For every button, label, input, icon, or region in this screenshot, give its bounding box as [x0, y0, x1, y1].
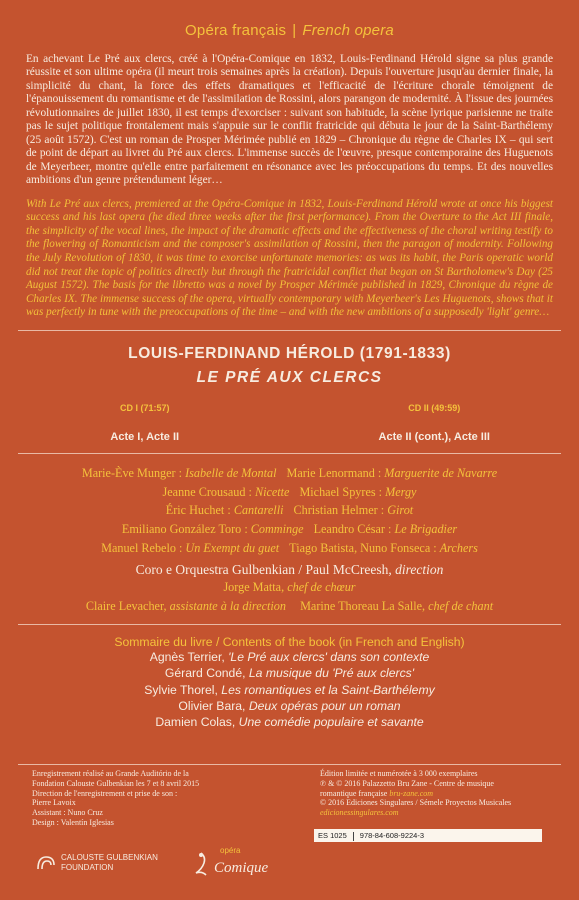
singer: Michael Spyres : — [299, 484, 386, 499]
divider — [18, 453, 561, 454]
singer: Éric Huchet : — [165, 503, 234, 518]
header-en: French opera — [302, 22, 394, 39]
orchestra-line — [0, 562, 579, 578]
singer: Manuel Rebelo : — [101, 541, 186, 556]
orchestra: Coro e Orquestra Gulbenkian — [135, 561, 295, 577]
header — [0, 0, 579, 39]
singer: Marie Lenormand : — [286, 465, 385, 480]
isbn: 978-84-608-9224-3 — [359, 831, 424, 840]
contents-item: Damien Colas, Une comédie populaire et savante — [155, 715, 424, 730]
singer: Tiago Batista, Nuno Fonseca : — [289, 541, 440, 556]
singer: Christian Helmer : — [293, 503, 388, 518]
chorus-master-line — [0, 580, 579, 595]
contents-item: Sylvie Thorel, Les romantiques et la Saint-Barthélemy — [144, 682, 435, 697]
intro-english: With Le Pré aux clercs, premiered at the Opéra-Comique in 1832, Louis-Ferdinand Hérold wrote at once his biggest success and his last opera (he died three weeks after the first performance). From the Overture to the Act III finale, the simplicity of the vocal lines, the impact of the dramatic effects and the effectiveness of the choral writing testify to the flowering of Romanticism and the composer's assimilation of Rossini, then the paragon of modernity. Following the July Revolution of 1830, it was time to exorcise unfortunate memories: as was its habit, the Paris operatic world did not treat the topic of politics directly but through the fratricidal conflict that began on St Bartholomew's Day (25 August 1572). The basis for the libretto was a novel by Prosper Mérimée published in 1829, Chronique du règne de Charles IX. The immense success of the opera, virtually contemporary with Meyerbeer's Les Huguenots, shows that it was perfectly in tune with the preoccupations of the time – and with the new ambitions of a supposedly 'light' genre… — [26, 197, 553, 319]
assistant-role: assistante à la direction — [169, 598, 286, 613]
assistant-role: chef de chant — [428, 598, 494, 613]
gulbenkian-emblem-icon — [35, 854, 57, 872]
opera-comique-emblem-icon — [192, 851, 210, 877]
cast-list — [0, 464, 579, 558]
intro-french: En achevant Le Pré aux clercs, créé à l'Opéra-Comique en 1832, Louis-Ferdinand Hérold signe sa plus grande réussite et son ultime opéra (il meurt trois semaines après la création). Depuis l'ouverture jusqu'au dernier finale, la simplicité du chant, la force des effets dramatiques et l'efficacité de l'écriture chorale témoignent de l'épanouissement du romantisme et de l'assimilation de Rossini, alors parangon de modernité. À l'issue des journées révolutionnaires de juillet 1830, il est temps d'exorciser : suivant son habitude, la scène lyrique parisienne ne traite pas le sujet politique frontalement mais s'appuie sur le conflit fratricide qui débuta le jour de la Saint-Barthélemy (25 août 1572). C'est un roman de Prosper Mérimée publié en 1829 – Chronique du règne de Charles IX – qui sert de point de départ au livret du Pré aux clercs. L'immense succès de l'œuvre, presque contemporaine des Huguenots de Meyerbeer, montre qu'elle entre parfaitement en résonance avec les préoccupations du temps. Et des nouvelles ambitions d'un genre prétendument léger… — [26, 53, 553, 187]
header-separator: | — [292, 22, 297, 39]
divider — [18, 624, 561, 625]
role: Le Brigadier — [394, 522, 458, 537]
opera-comique-logo — [192, 846, 268, 877]
composer: LOUIS-FERDINAND HÉROLD (1791-1833) — [128, 344, 451, 362]
edition-info: Édition limitée et numérotée à 3 000 exemplaires ℗ & © 2016 Palazzetto Bru Zane - Centre de musique romantique française bru-zane.com © 2016 Ediciones Singulares / Sémele Proyectos Musicales edicionessingulares.com — [320, 769, 555, 818]
chorus-master-role: chef de chœur — [287, 579, 356, 594]
singer: Jeanne Crousaud : — [162, 484, 255, 499]
footer — [0, 764, 579, 900]
recording-credits: Enregistrement réalisé au Grande Auditório de la Fondation Calouste Gulbenkian les 7 et 8 avril 2015 Direction de l'enregistrement et prise de son : Pierre Lavoix Assistant : Nuno Cruz Design : Valentín Iglesias — [32, 769, 200, 827]
header-fr: Opéra français — [185, 22, 287, 39]
role: Mergy — [385, 484, 417, 499]
cast-row — [0, 483, 579, 502]
gulbenkian-name: CALOUSTE GULBENKIAN — [61, 853, 158, 862]
contents-heading: Sommaire du livre / Contents of the book (in French and English) — [114, 634, 465, 649]
divider — [18, 330, 561, 331]
contents-item: Gérard Condé, La musique du 'Pré aux clercs' — [164, 666, 415, 681]
cd2-label: CD II (49:59) — [408, 402, 461, 413]
cast-row — [0, 520, 579, 539]
singer: Emiliano González Toro : — [121, 522, 251, 537]
role: Isabelle de Montal — [185, 465, 277, 480]
assistant: Marine Thoreau La Salle, — [300, 598, 429, 613]
singer: Marie-Ève Munger : — [81, 465, 186, 480]
contents — [0, 635, 579, 731]
conductor: / Paul McCreesh, — [298, 561, 396, 577]
chorus-master: Jorge Matta, — [223, 579, 288, 594]
opera-comique-small: opéra — [220, 846, 241, 855]
cast-row — [0, 539, 579, 558]
cd-row — [0, 403, 579, 413]
link-edicionessingulares[interactable]: edicionessingulares.com — [320, 808, 399, 818]
role: Girot — [387, 503, 414, 518]
acts-row — [0, 431, 579, 443]
cast-row — [0, 501, 579, 520]
gulbenkian-foundation: FOUNDATION — [61, 863, 114, 872]
contents-item: Olivier Bara, Deux opéras pour un roman — [178, 699, 401, 714]
role: Nicette — [254, 484, 290, 499]
contents-item: Agnès Terrier, 'Le Pré aux clercs' dans son contexte — [149, 649, 430, 664]
singer: Leandro César : — [313, 522, 395, 537]
cd1-label: CD I (71:57) — [119, 402, 170, 413]
cd2-acts: Acte II (cont.), Acte III — [378, 430, 490, 443]
role: Cantarelli — [233, 503, 284, 518]
assistant: Claire Levacher, — [85, 598, 170, 613]
cd1-acts: Acte I, Acte II — [110, 430, 180, 443]
divider — [18, 764, 561, 765]
conductor-role: direction — [395, 561, 444, 577]
link-bru-zane[interactable]: bru-zane.com — [389, 788, 434, 798]
role: Archers — [439, 541, 478, 556]
role: Un Exempt du guet — [185, 541, 280, 556]
assistants-line — [0, 599, 579, 614]
isbn-strip — [314, 829, 542, 842]
catalog-number: ES 1025 — [318, 831, 347, 840]
opera-comique-name: Comique — [214, 860, 269, 876]
role: Marguerite de Navarre — [384, 465, 498, 480]
gulbenkian-logo — [35, 853, 158, 873]
role: Comminge — [250, 522, 304, 537]
opera-title: LE PRÉ AUX CLERCS — [196, 368, 383, 386]
cast-row — [0, 464, 579, 483]
